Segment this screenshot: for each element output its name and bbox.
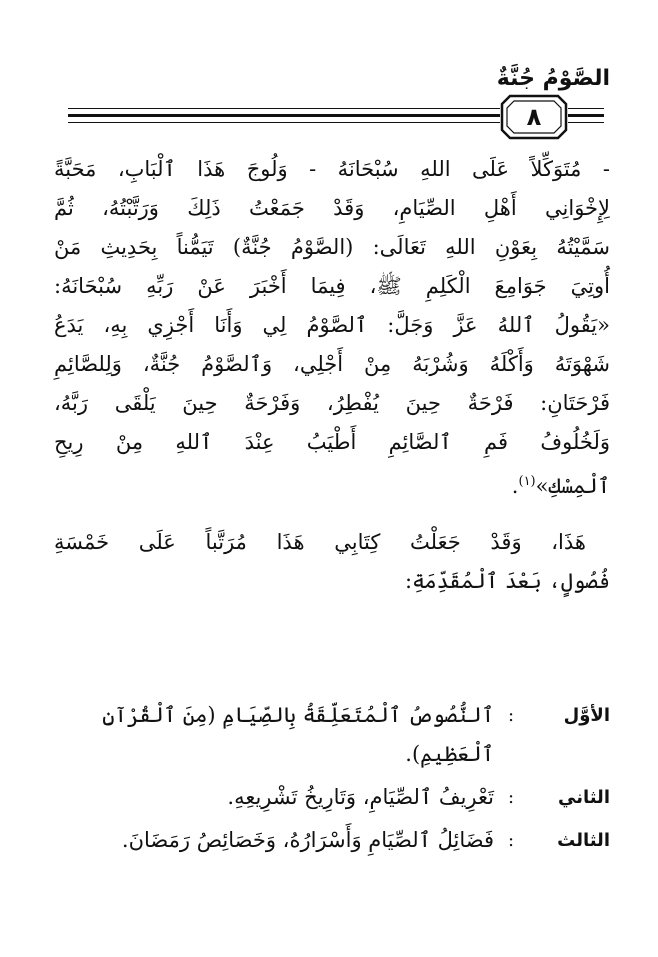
header-rule (68, 122, 500, 123)
chapter-label: الأوَّل (563, 705, 610, 726)
text-line: - مُتَوَكِّلاً عَلَى اللهِ سُبْحَانَهُ - وَلُوجَ هَذَا ٱلْبَابِ، مَحَبَّةً (54, 157, 610, 181)
chapter-label: الثاني (557, 787, 610, 808)
chapter-colon: : (507, 787, 515, 808)
chapter-title-line: ٱلنُّصُوصُ ٱلْمُتَعَلِّقَةُ بِالصِّيَامِ (مِنَ ٱلْقُرْآنِ (102, 703, 494, 727)
text-line: سَمَّيْتُهُ بِعَوْنِ اللهِ تَعَالَى: (الصَّوْمُ جُنَّةٌ) تَيَمُّناً بِحَدِيثِ مَنْ (54, 235, 610, 259)
paragraph (54, 523, 610, 601)
chapter-title-line: تَعْرِيفُ ٱلصِّيَامِ، وَتَارِيخُ تَشْرِيعِهِ. (227, 785, 494, 809)
text-line: هَذَا، وَقَدْ جَعَلْتُ كِتَابِي هَذَا مُرَتَّباً عَلَى خَمْسَةِ (54, 530, 586, 554)
page-number: ٨ (526, 103, 542, 131)
text-line: أُوتِيَ جَوَامِعَ الْكَلِمِ ﷺ، فِيمَا أَخْبَرَ عَنْ رَبِّهِ سُبْحَانَهُ: (54, 274, 610, 298)
chapter-item (54, 696, 610, 774)
text-line: فَرْحَتَانِ: فَرْحَةٌ حِينَ يُفْطِرُ، وَفَرْحَةٌ حِينَ يَلْقَى رَبَّهُ، (54, 391, 610, 415)
chapter-title-line: ٱلْعَظِيمِ). (405, 742, 494, 766)
header-rule (568, 114, 604, 117)
text-fragment: ٱلْمِسْكِ» (535, 474, 610, 498)
paragraph (54, 150, 610, 501)
text-line (54, 462, 610, 501)
body-text (54, 150, 610, 601)
chapter-list (54, 696, 610, 860)
chapter-title (54, 821, 494, 860)
page-number-frame (500, 94, 568, 140)
header-rule (68, 114, 500, 117)
end-punctuation: . (511, 474, 519, 498)
header-rule (568, 108, 604, 109)
footnote-marker[interactable]: (١) (518, 474, 536, 489)
chapter-title (54, 696, 494, 774)
chapter-label: الثالث (557, 830, 610, 851)
header-rule (68, 108, 500, 109)
header-rule (568, 122, 604, 123)
chapter-title-line: فَضَائِلُ ٱلصِّيَامِ وَأَسْرَارُهُ، وَخَصَائِصُ رَمَضَانَ. (121, 828, 494, 852)
text-line: وَلَخُلُوفُ فَمِ ٱلصَّائِمِ أَطْيَبُ عِنْدَ ٱللهِ مِنْ رِيحِ (54, 430, 610, 454)
text-line: فُصُولٍ، بَعْدَ ٱلْمُقَدِّمَةِ: (405, 569, 610, 593)
text-line: شَهْوَتَهُ وَأَكْلَهُ وَشُرْبَهُ مِنْ أَجْلِي، وَٱلصَّوْمُ جُنَّةٌ، وَلِلصَّائِمِ (54, 352, 610, 376)
chapter-colon: : (507, 705, 515, 726)
chapter-colon: : (507, 830, 515, 851)
running-title: الصَّوْمُ جُنَّةٌ (496, 66, 610, 91)
chapter-title (54, 778, 494, 817)
text-line: «يَقُولُ ٱللهُ عَزَّ وَجَلَّ: ٱلصَّوْمُ لِي وَأَنَا أَجْزِي بِهِ، يَدَعُ (54, 313, 610, 337)
text-line: لِإِخْوَانِي أَهْلِ الصِّيَامِ، وَقَدْ جَمَعْتُ ذَلِكَ وَرَتَّبْتُهُ، ثُمَّ (54, 196, 610, 220)
chapter-item (54, 778, 610, 817)
chapter-item (54, 821, 610, 860)
